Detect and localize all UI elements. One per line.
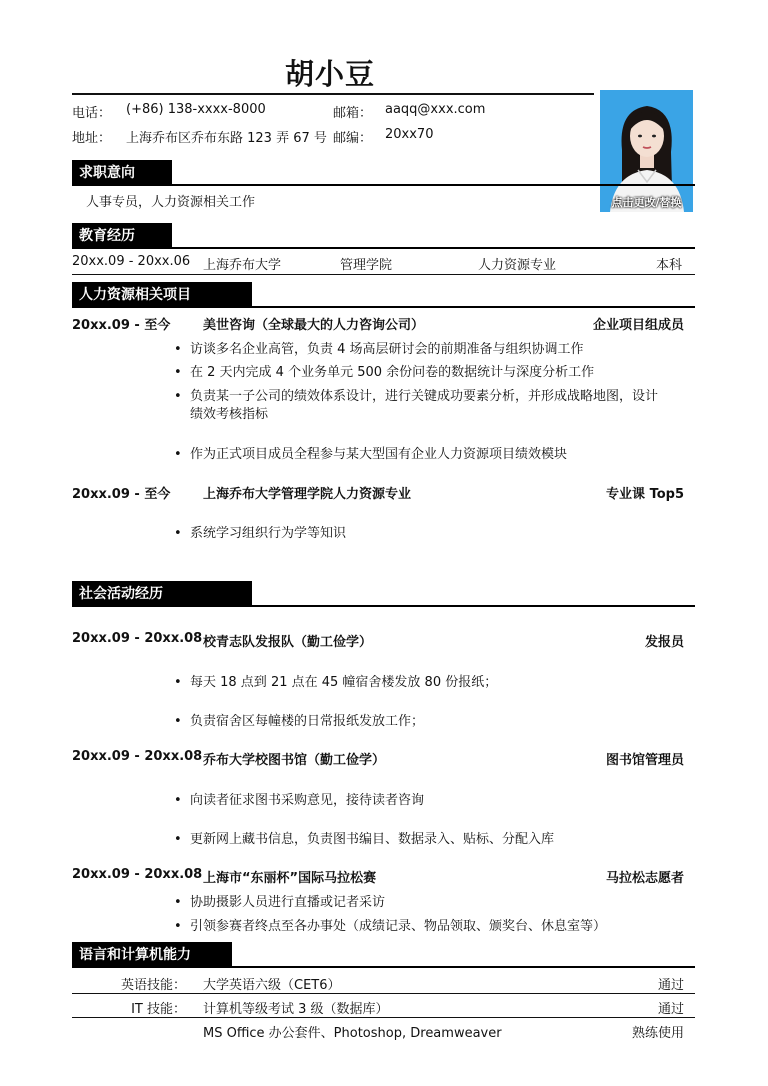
skill-row-rule xyxy=(72,1017,695,1018)
skill-label: IT 技能： xyxy=(131,1002,186,1017)
section-rule xyxy=(72,184,695,186)
profile-photo[interactable] xyxy=(600,90,693,212)
candidate-name: 胡小豆 xyxy=(284,57,375,91)
entry-org: 乔布大学校图书馆（勤工俭学） xyxy=(203,753,386,768)
skill-item: 计算机等级考试 3 级（数据库） xyxy=(203,1002,389,1017)
edu-row-rule xyxy=(72,274,695,275)
entry-date: 20xx.09 - 至今 xyxy=(72,318,171,333)
section-title: 语言和计算机能力 xyxy=(72,942,232,968)
entry-role: 马拉松志愿者 xyxy=(605,871,684,886)
entry-date: 20xx.09 - 至今 xyxy=(72,487,171,502)
entry-org: 上海乔布大学管理学院人力资源专业 xyxy=(203,487,412,502)
entry-org: 校青志队发报队（勤工俭学） xyxy=(203,635,373,650)
entry-date: 20xx.09 - 20xx.08 xyxy=(72,749,203,764)
list-item-continued: 绩效考核指标 xyxy=(190,407,269,422)
entry-org: 上海市“东丽杯”国际马拉松赛 xyxy=(203,871,377,886)
zip-label: 邮编： xyxy=(333,131,373,146)
edu-school: 上海乔布大学 xyxy=(203,258,282,273)
section-skills xyxy=(72,942,695,968)
list-item: • 访谈多名企业高管，负责 4 场高层研讨会的前期准备与组织协调工作 xyxy=(174,342,584,357)
section-title: 教育经历 xyxy=(72,223,172,249)
phone-label: 电话： xyxy=(72,106,112,121)
skill-item: MS Office 办公套件、Photoshop, Dreamweaver xyxy=(203,1026,502,1041)
email-value: aaqq@xxx.com xyxy=(385,102,486,117)
list-item: • 更新网上藏书信息，负责图书编目、数据录入、贴标、分配入库 xyxy=(174,832,555,847)
section-rule xyxy=(72,605,695,607)
objective-text: 人事专员，人力资源相关工作 xyxy=(86,195,256,210)
list-item: • 负责某一子公司的绩效体系设计，进行关键成功要素分析，并形成战略地图，设计 xyxy=(174,389,659,404)
phone-value: (+86) 138-xxxx-8000 xyxy=(126,102,266,117)
address-label: 地址： xyxy=(72,131,112,146)
photo-change-caption[interactable]: 点击更改/替换 xyxy=(611,196,682,209)
skill-status: 熟练使用 xyxy=(631,1026,684,1041)
entry-date: 20xx.09 - 20xx.08 xyxy=(72,867,203,882)
entry-org: 美世咨询（全球最大的人力咨询公司） xyxy=(203,318,425,333)
section-title: 社会活动经历 xyxy=(72,581,252,607)
section-activities xyxy=(72,581,695,607)
section-projects xyxy=(72,282,695,308)
entry-role: 图书馆管理员 xyxy=(605,753,684,768)
skill-status: 通过 xyxy=(657,1002,684,1017)
section-education xyxy=(72,223,695,249)
list-item: • 在 2 天内完成 4 个业务单元 500 余份问卷的数据统计与深度分析工作 xyxy=(174,365,595,380)
list-item: • 作为正式项目成员全程参与某大型国有企业人力资源项目绩效模块 xyxy=(174,447,568,462)
entry-role: 企业项目组成员 xyxy=(592,318,684,333)
section-objective xyxy=(72,160,695,186)
list-item: • 每天 18 点到 21 点在 45 幢宿舍楼发放 80 份报纸； xyxy=(174,675,498,690)
entry-role: 专业课 Top5 xyxy=(606,487,684,502)
section-rule xyxy=(72,247,695,249)
skill-row-rule xyxy=(72,993,695,994)
section-title: 人力资源相关项目 xyxy=(72,282,252,308)
list-item: • 向读者征求图书采购意见，接待读者咨询 xyxy=(174,793,425,808)
zip-value: 20xx70 xyxy=(385,127,434,142)
list-item: • 引领参赛者终点至各办事处（成绩记录、物品领取、颁奖台、休息室等） xyxy=(174,919,607,934)
skill-status: 通过 xyxy=(657,978,684,993)
list-item: • 协助摄影人员进行直播或记者采访 xyxy=(174,895,386,910)
address-value: 上海乔布区乔布东路 123 弄 67 号 xyxy=(126,131,327,146)
entry-role: 发报员 xyxy=(644,635,684,650)
entry-date: 20xx.09 - 20xx.08 xyxy=(72,631,203,646)
email-label: 邮箱： xyxy=(333,106,373,121)
edu-college: 管理学院 xyxy=(340,258,393,273)
section-rule xyxy=(72,306,695,308)
list-item: • 系统学习组织行为学等知识 xyxy=(174,526,347,541)
section-rule xyxy=(72,966,695,968)
header-rule xyxy=(72,93,594,95)
skill-item: 大学英语六级（CET6） xyxy=(203,978,341,993)
list-item: • 负责宿舍区每幢楼的日常报纸发放工作； xyxy=(174,714,425,729)
edu-major: 人力资源专业 xyxy=(478,258,557,273)
section-title: 求职意向 xyxy=(72,160,172,186)
edu-degree: 本科 xyxy=(656,258,683,273)
edu-date: 20xx.09 - 20xx.06 xyxy=(72,254,191,269)
skill-label: 英语技能： xyxy=(120,978,186,993)
